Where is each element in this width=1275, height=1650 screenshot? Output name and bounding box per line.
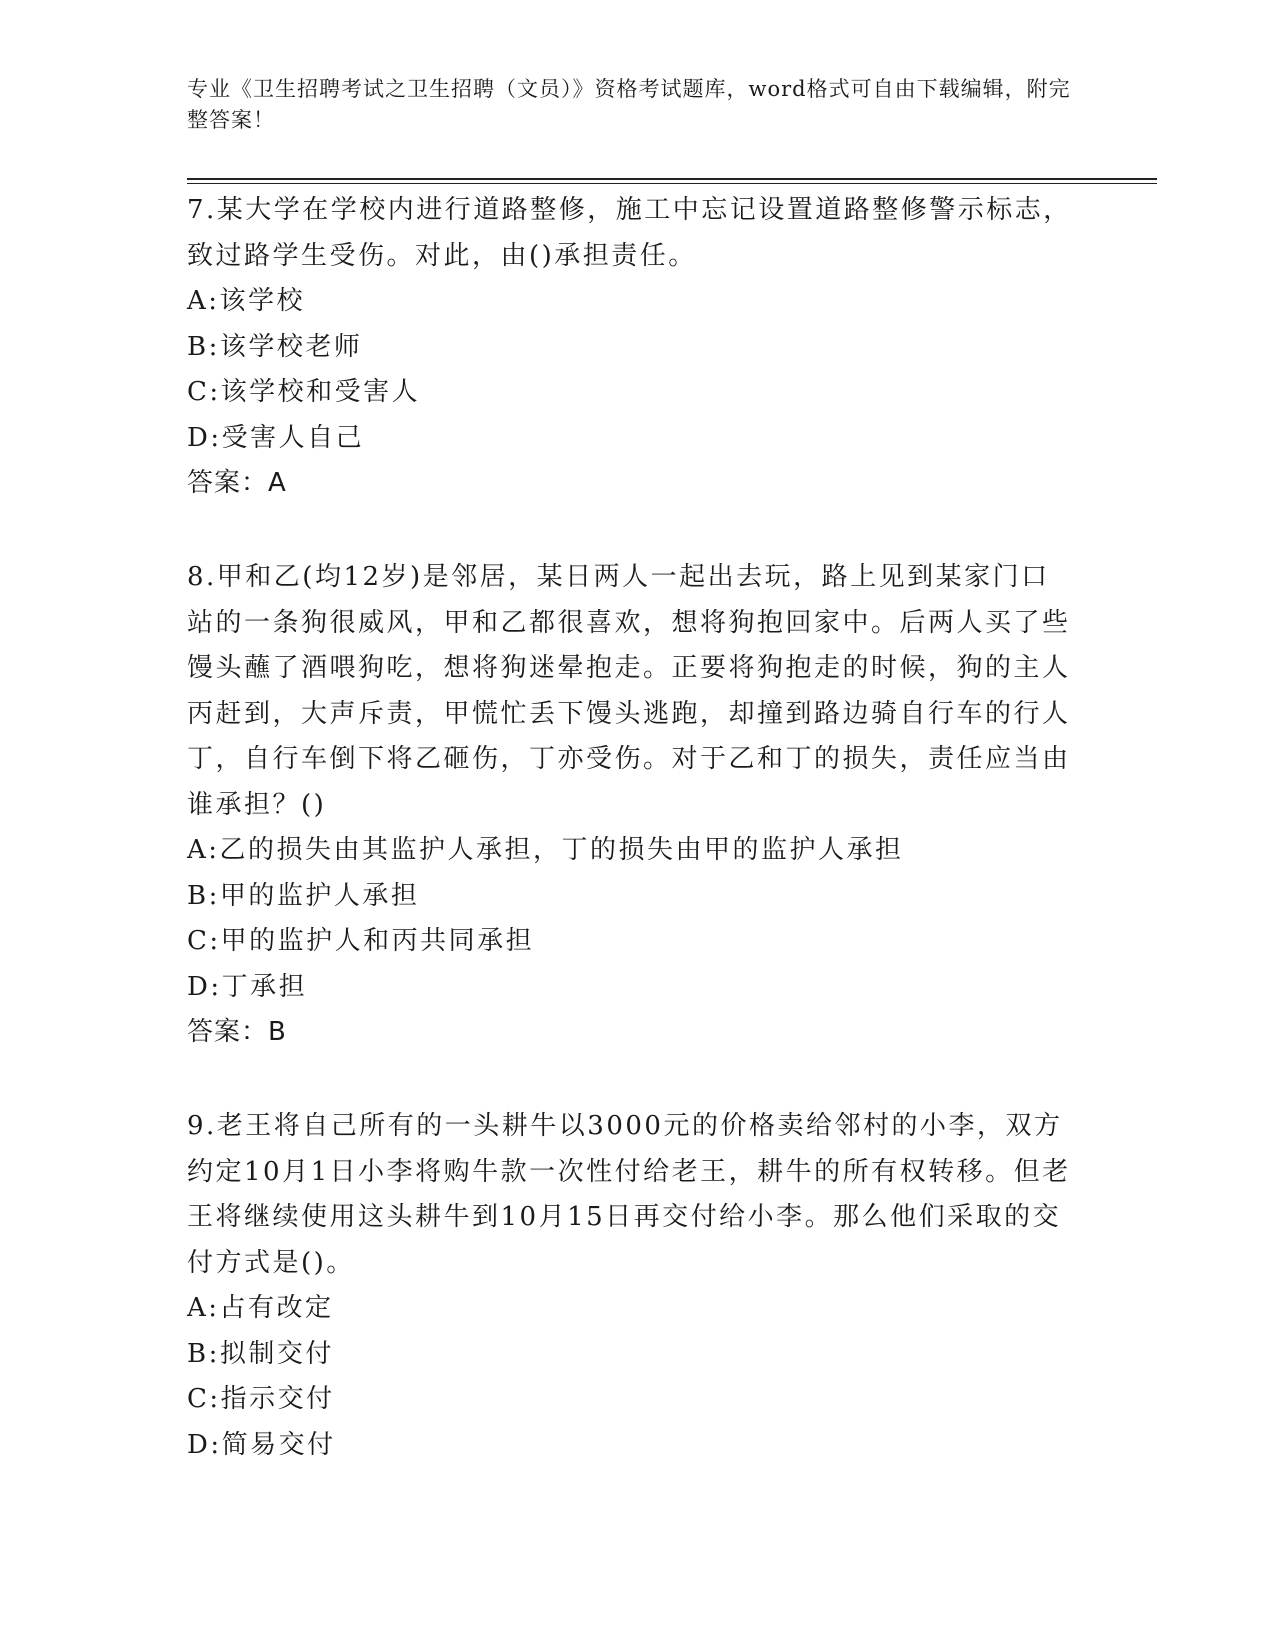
option-a: A:该学校 xyxy=(187,286,306,316)
question-stem: 9.老王将自己所有的一头耕牛以3000元的价格卖给邻村的小李，双方约定10月1日小李将购牛款一次性付给老王，耕牛的所有权转移。但老王将继续使用这头耕牛到10月15日再交付给小李。那么他们采取的交付方式是()。 xyxy=(187,1111,1071,1278)
option-a: A:乙的损失由其监护人承担，丁的损失由甲的监护人承担 xyxy=(187,835,904,865)
question-7 xyxy=(187,188,1077,507)
option-b: B:甲的监护人承担 xyxy=(187,880,420,911)
option-c: C:指示交付 xyxy=(187,1384,335,1414)
question-stem: 8.甲和乙(均12岁)是邻居，某日两人一起出去玩，路上见到某家门口站的一条狗很威风，甲和乙都很喜欢，想将狗抱回家中。后两人买了些馒头蘸了酒喂狗吃，想将狗迷晕抱走。正要将狗抱走的时候，狗的主人丙赶到，大声斥责，甲慌忙丢下馒头逃跑，却撞到路边骑自行车的行人丁，自行车倒下将乙砸伤，丁亦受伤。对于乙和丁的损失，责任应当由谁承担？() xyxy=(187,562,1071,820)
header-divider-thin xyxy=(187,183,1157,184)
option-d: D:丁承担 xyxy=(187,971,308,1002)
option-b: B:该学校老师 xyxy=(187,331,363,362)
question-9 xyxy=(187,1104,1077,1468)
option-c: C:甲的监护人和丙共同承担 xyxy=(187,926,535,956)
option-b: B:拟制交付 xyxy=(187,1338,334,1369)
option-d: D:简易交付 xyxy=(187,1429,336,1460)
option-c: C:该学校和受害人 xyxy=(187,377,421,407)
option-d: D:受害人自己 xyxy=(187,422,365,453)
answer-line: 答案：A xyxy=(187,468,287,498)
document-header: 专业《卫生招聘考试之卫生招聘（文员）》资格考试题库，word格式可自由下载编辑，附完整答案！ xyxy=(187,77,1071,132)
option-a: A:占有改定 xyxy=(187,1293,334,1323)
header-divider-thick xyxy=(187,178,1157,180)
answer-line: 答案：B xyxy=(187,1017,287,1047)
question-stem: 7.某大学在学校内进行道路整修，施工中忘记设置道路整修警示标志，致过路学生受伤。对此，由()承担责任。 xyxy=(187,195,1072,271)
question-8 xyxy=(187,555,1077,1056)
